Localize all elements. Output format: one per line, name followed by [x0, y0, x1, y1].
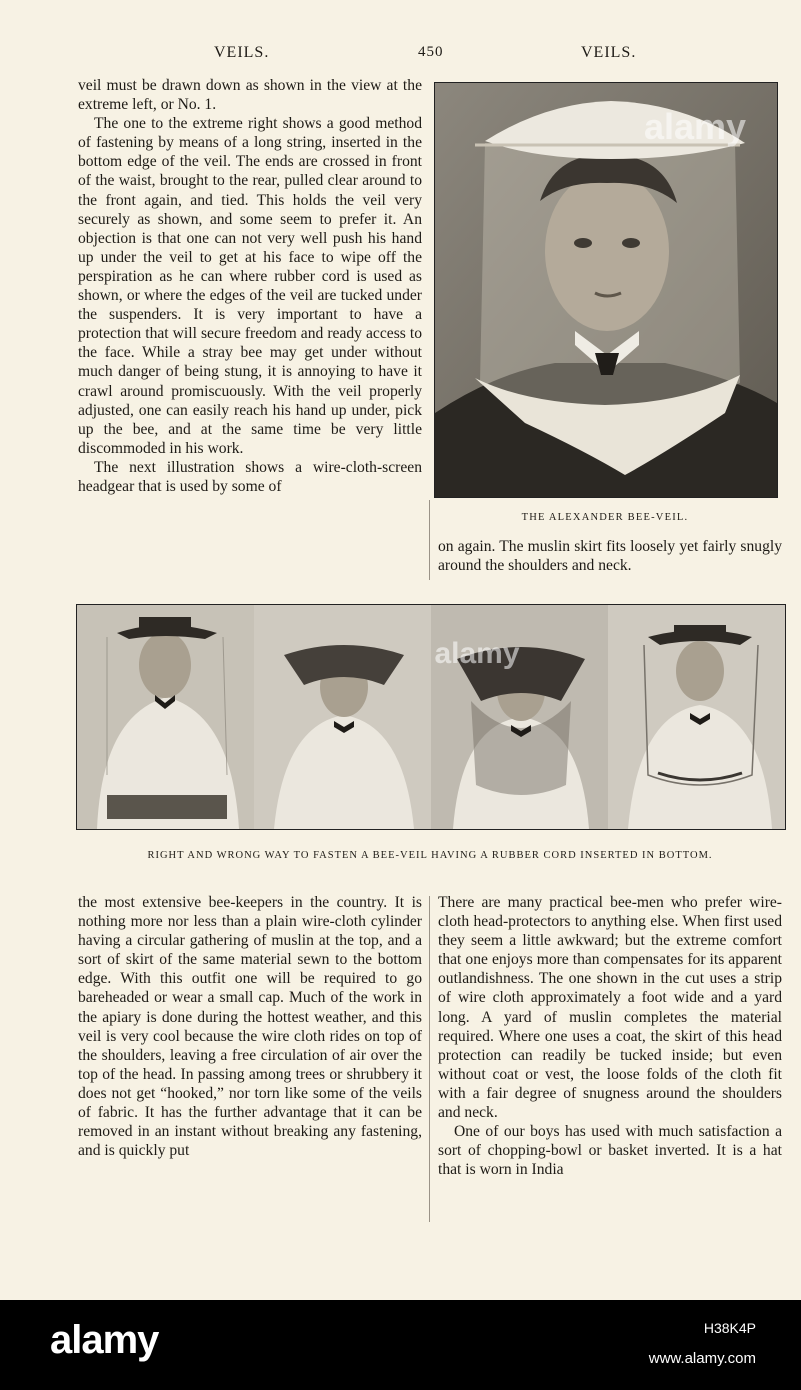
- paragraph: on again. The muslin skirt fits loosely yet fairly snugly around the shoulders and neck.: [438, 538, 782, 575]
- paragraph: veil must be drawn down as shown in the view at the extreme left, or No. 1.: [78, 77, 422, 114]
- photo-illustration: [77, 605, 785, 829]
- watermark: alamy: [434, 637, 520, 670]
- figure-caption-1: THE ALEXANDER BEE-VEIL.: [521, 512, 689, 523]
- text-column-4: [438, 893, 782, 1179]
- stock-photo-footer: [0, 1300, 801, 1390]
- image-id: H38K4P: [703, 1320, 756, 1336]
- text-column-3: [78, 893, 422, 1160]
- figure-caption-2: RIGHT AND WRONG WAY TO FASTEN A BEE-VEIL HAVING A RUBBER CORD INSERTED IN BOTTOM.: [147, 850, 713, 861]
- running-header-left: VEILS.: [214, 44, 270, 61]
- site-url[interactable]: www.alamy.com: [648, 1350, 756, 1367]
- photo-illustration: [435, 83, 777, 497]
- running-header-right: VEILS.: [581, 44, 637, 61]
- paragraph: One of our boys has used with much satisfaction a sort of chopping-bowl or basket inverted. It is a hat that is worn in India: [438, 1123, 782, 1179]
- column-divider: [429, 500, 430, 580]
- paragraph: the most extensive bee-keepers in the country. It is nothing more nor less than a plain wire-cloth cylinder having a circular gathering of muslin at the top, and a sort of skirt of the same material sewn to the bottom edge. With this outfit one will be required to go bareheaded or wear a small cap. Much of the work in the apiary is done during the hottest weather, and this veil is very cool because the wire cloth rides on top of the shoulders, leaving a free circulation of air over the top of the head. In passing among trees or shrubbery it does not get “hooked,” nor torn like some of the veils of fabric. It has the further advantage that it can be removed in an instant without breaking any fastening, and is quickly put: [78, 894, 422, 1160]
- watermark: alamy: [643, 106, 747, 147]
- paragraph: There are many practical bee-men who prefer wire-cloth head-protectors to anything else. When first used they seem a little awkward; but the extreme comfort that one enjoys more than compensates for its apparent outlandishness. The one shown in the cut uses a strip of wire cloth approximately a foot wide and a yard long. A yard of muslin completes the material required. Where one uses a coat, the skirt of this head protection can readily be tucked inside; but even without coat or vest, the loose folds of the cloth fit with a fair degree of snugness around the shoulders and neck.: [438, 894, 782, 1122]
- page-number: 450: [418, 44, 444, 60]
- alamy-logo: alamy: [50, 1318, 159, 1362]
- alexander-bee-veil-photo: [434, 82, 778, 498]
- paragraph: The one to the extreme right shows a good method of fastening by means of a long string, inserted in the bottom edge of the veil. The ends are crossed in front of the waist, brought to the rear, pulled clear around to the front again, and tied. This holds the veil very securely as shown, and some seem to prefer it. An objection is that one can not very well push his hand up under the veil to get at his face to wipe off the perspiration as he can where rubber cord is used as shown, or where the edges of the veil are tucked under the suspenders. It is very important to have a protection that will secure freedom and ready access to the face. While a stray bee may get under without much danger of being stung, it is annoying to have it crawl around promiscuously. With the veil properly adjusted, one can easily reach his hand up under, pick up the bee, and at the same time be very little discommoded in his work.: [78, 115, 422, 457]
- paragraph: The next illustration shows a wire-cloth-screen headgear that is used by some of: [78, 458, 422, 495]
- text-column-1: [78, 76, 422, 496]
- bee-veil-fastening-photo: [76, 604, 786, 830]
- text-column-2: [438, 537, 782, 575]
- column-divider: [429, 896, 430, 1222]
